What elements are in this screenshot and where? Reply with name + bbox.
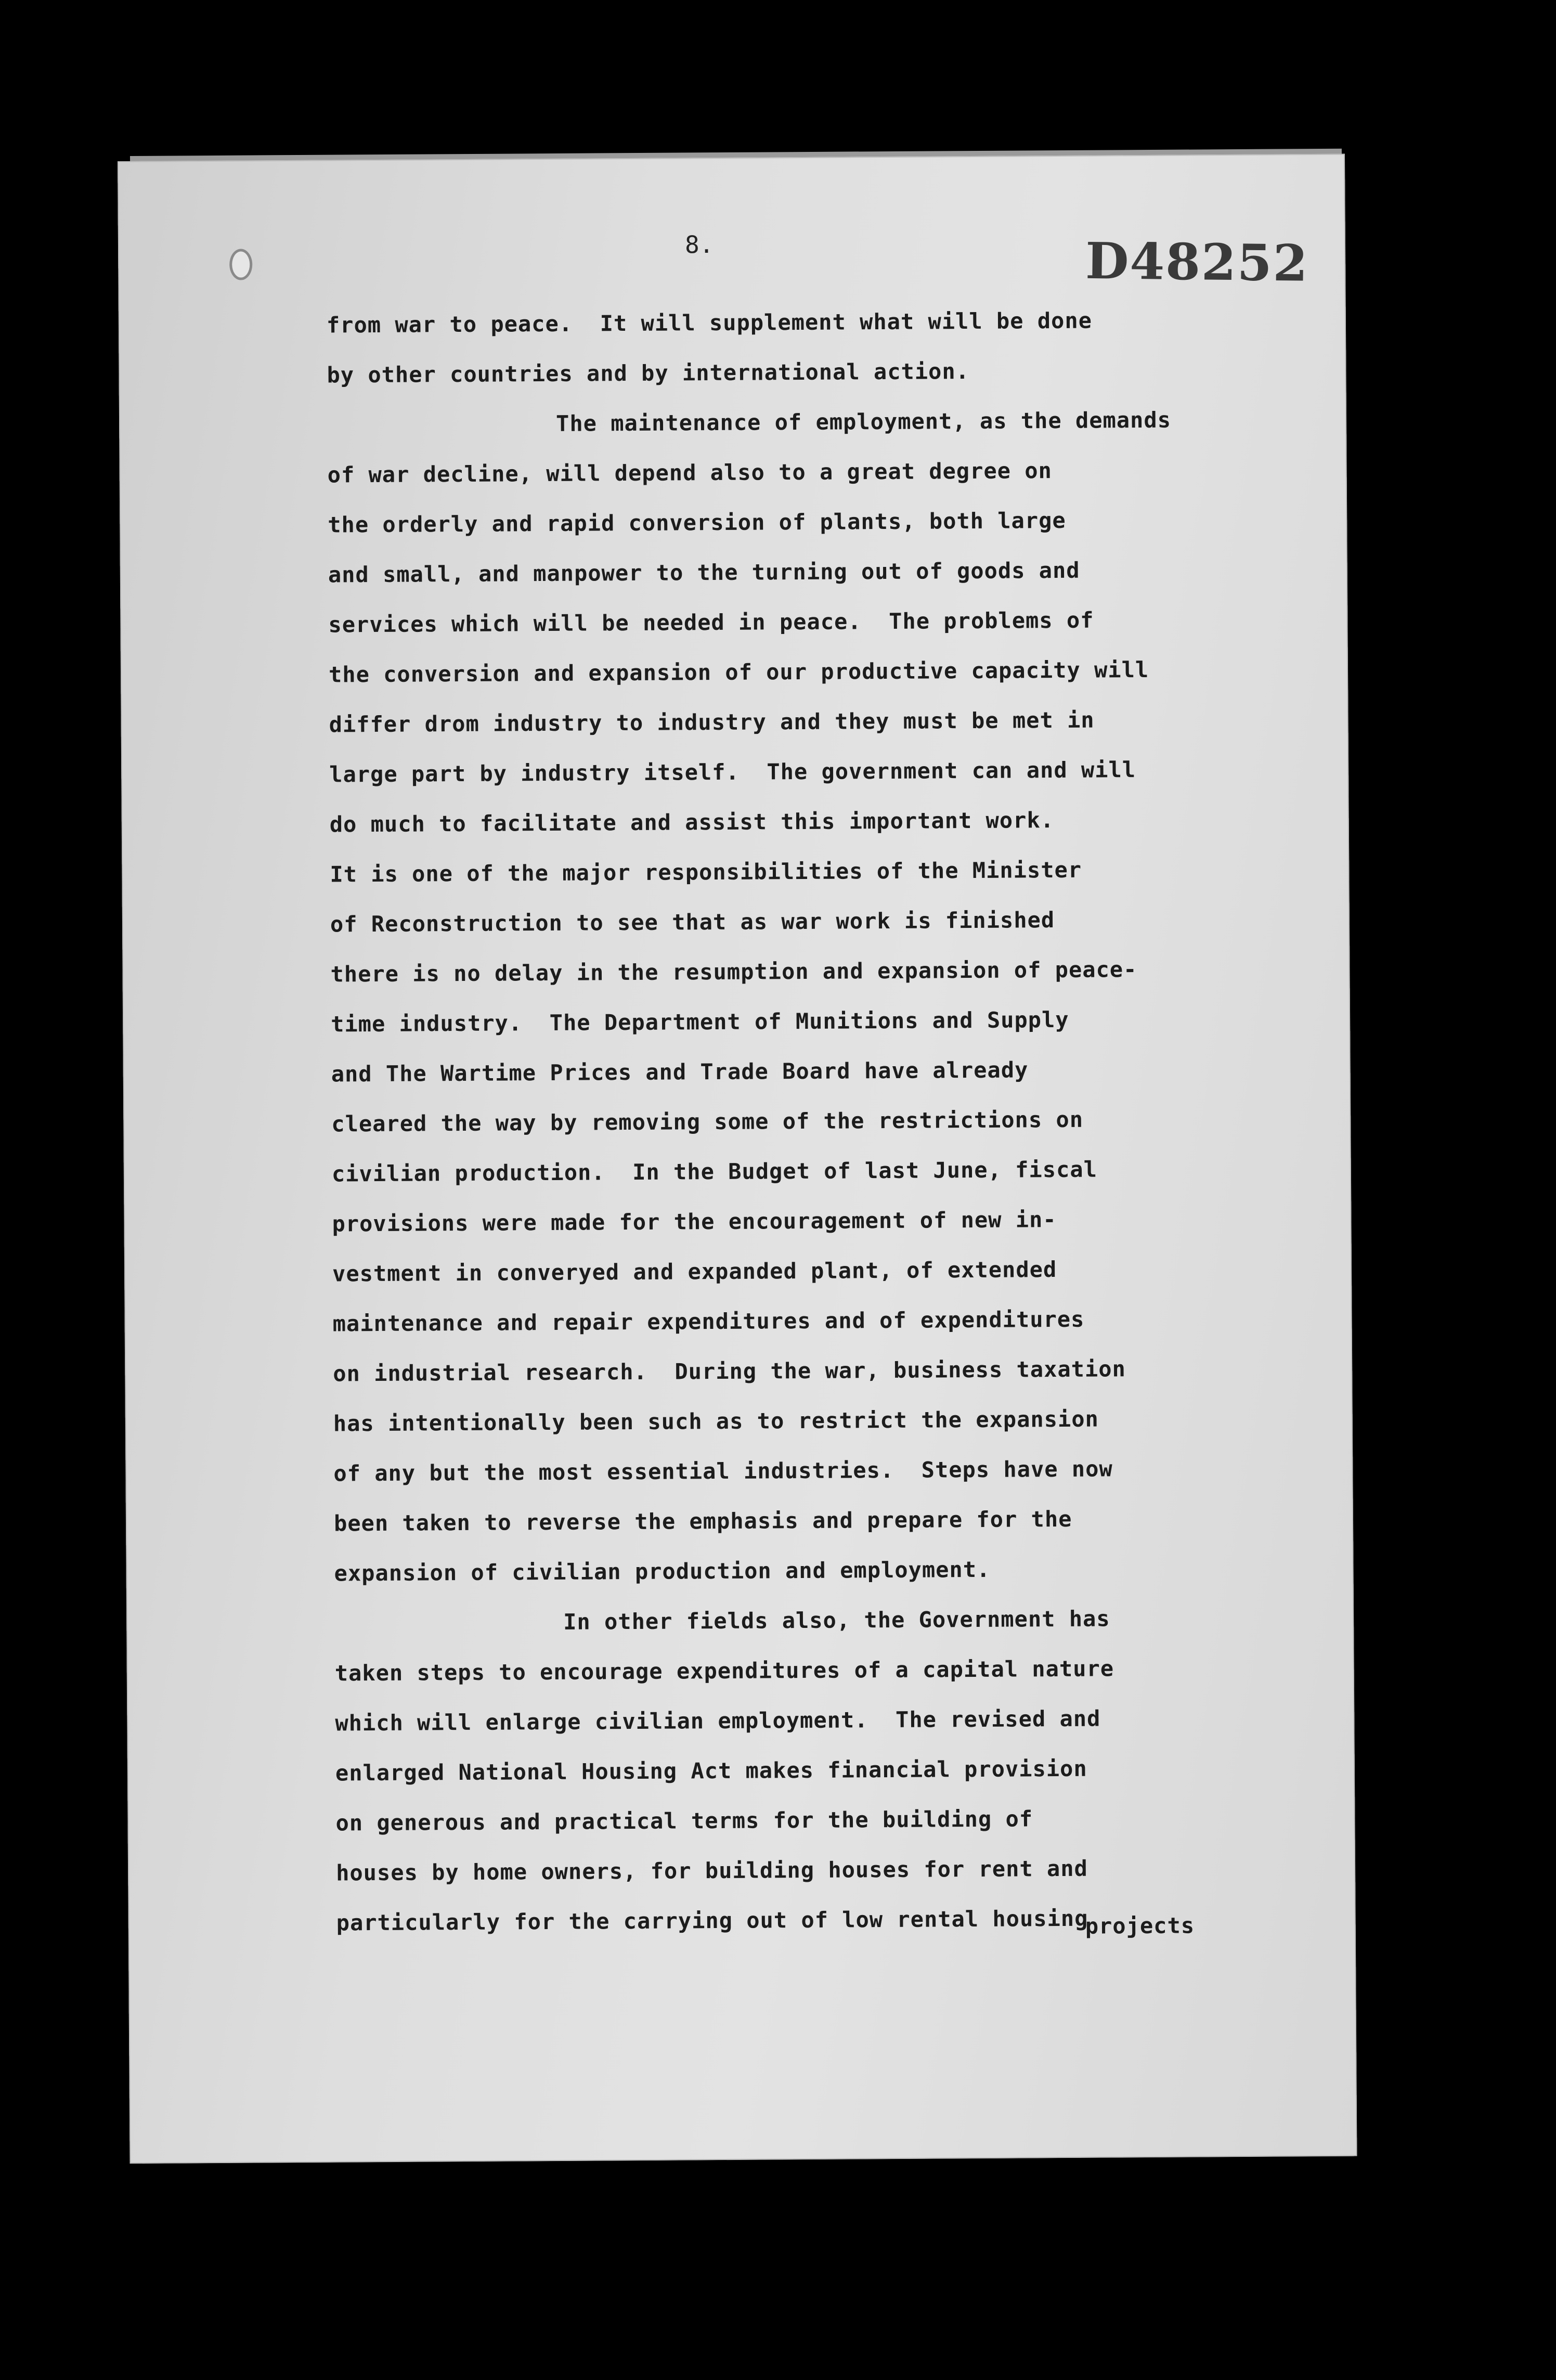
text-line: civilian production. In the Budget of last June, fiscal	[331, 1156, 1098, 1187]
text-line: differ drom industry to industry and they must be met in	[329, 707, 1095, 738]
punch-hole	[229, 249, 252, 280]
text-line: time industry. The Department of Munitions and Supply	[330, 1006, 1069, 1037]
text-line: been taken to reverse the emphasis and prepare for the	[333, 1506, 1072, 1536]
catchword: projects	[1085, 1912, 1195, 1939]
text-line: maintenance and repair expenditures and of expenditures	[332, 1306, 1085, 1337]
text-line: there is no delay in the resumption and expansion of peace-	[330, 956, 1137, 987]
text-line: on generous and practical terms for the building of	[335, 1806, 1033, 1836]
text-line: expansion of civilian production and employment.	[334, 1556, 991, 1586]
page-number: 8.	[684, 230, 714, 259]
text-line: on industrial research. During the war, business taxation	[333, 1356, 1126, 1387]
archive-stamp: D48252	[1085, 231, 1309, 293]
paragraph-start-line: The maintenance of employment, as the demands	[555, 407, 1172, 436]
text-line: which will enlarge civilian employment. The revised and	[335, 1705, 1101, 1736]
text-line: provisions were made for the encouragement of new in-	[332, 1207, 1057, 1237]
text-line: of war decline, will depend also to a great degree on	[327, 458, 1052, 488]
text-line: vestment in converyed and expanded plant, of extended	[332, 1257, 1057, 1287]
document-page	[118, 154, 1357, 2164]
text-line: houses by home owners, for building houses for rent and	[335, 1855, 1088, 1886]
text-line: of any but the most essential industries. Steps have now	[333, 1456, 1113, 1486]
typed-text-body	[327, 295, 1273, 1948]
text-line: taken steps to encourage expenditures of a capital nature	[334, 1655, 1114, 1686]
text-line: large part by industry itself. The government can and will	[329, 757, 1136, 787]
text-line: the conversion and expansion of our productive capacity will	[328, 656, 1149, 688]
text-line: enlarged National Housing Act makes financial provision	[335, 1755, 1087, 1786]
text-line: by other countries and by international action.	[327, 358, 970, 388]
text-line: of Reconstruction to see that as war work is finished	[330, 907, 1055, 937]
text-line: from war to peace. It will supplement what will be done	[326, 307, 1093, 338]
text-line: do much to facilitate and assist this important work.	[329, 807, 1055, 837]
paragraph-start-line: In other fields also, the Government has	[563, 1606, 1110, 1635]
text-line: It is one of the major responsibilities of the Minister	[330, 857, 1082, 887]
text-line: the orderly and rapid conversion of plants, both large	[328, 507, 1066, 538]
text-line: services which will be needed in peace. The problems of	[328, 607, 1094, 638]
text-line: has intentionally been such as to restrict the expansion	[333, 1406, 1099, 1437]
text-line: particularly for the carrying out of low rental housing	[336, 1905, 1088, 1936]
text-line: and The Wartime Prices and Trade Board have already	[331, 1057, 1029, 1087]
text-line: cleared the way by removing some of the restrictions on	[331, 1106, 1084, 1137]
text-line: and small, and manpower to the turning out of goods and	[328, 557, 1080, 588]
